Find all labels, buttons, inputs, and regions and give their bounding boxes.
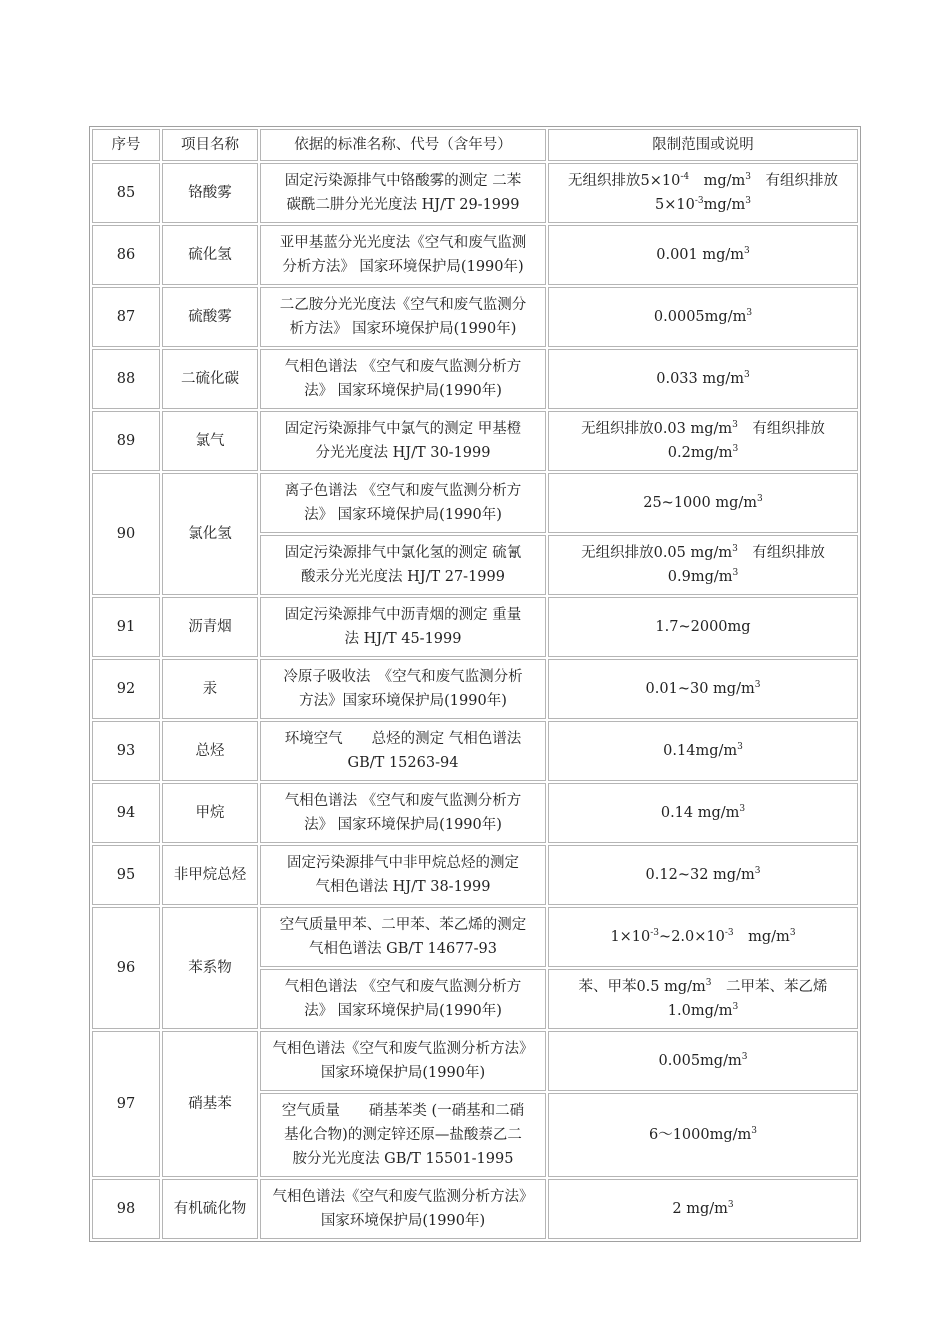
cell-limit: $0.0005mg/m^3$: [548, 287, 858, 347]
cell-limit: 苯、甲苯0.5 $mg/m^3$ 二甲苯、苯乙烯 $1.0mg/m^3$: [548, 969, 858, 1029]
table-row: [92, 349, 858, 409]
cell-standard: 环境空气 总烃的测定 气相色谱法 GB/T 15263-94: [260, 721, 546, 781]
cell-limit: 无组织排放0.05 $mg/m^3$ 有组织排放 $0.9mg/m^3$: [548, 535, 858, 595]
table-row: [92, 659, 858, 719]
cell-standard: 固定污染源排气中非甲烷总烃的测定 气相色谱法 HJ/T 38-1999: [260, 845, 546, 905]
cell-no: 97: [92, 1031, 160, 1177]
table-row: [92, 163, 858, 223]
table-row: [92, 225, 858, 285]
cell-standard: 气相色谱法 《空气和废气监测分析方 法》 国家环境保护局(1990年): [260, 349, 546, 409]
cell-limit: 无组织排放0.03 $mg/m^3$ 有组织排放 $0.2mg/m^3$: [548, 411, 858, 471]
cell-limit: 0.14 $mg/m^3$: [548, 783, 858, 843]
cell-limit: $6\sim 1000mg/m^3$: [548, 1093, 858, 1177]
cell-item-name: 苯系物: [162, 907, 258, 1029]
cell-limit: 无组织排放$5\times 10^{-4}$ $mg/m^3$ 有组织排放 $5\times 10^{-3}mg/m^3$: [548, 163, 858, 223]
table-row: [92, 783, 858, 843]
cell-no: 90: [92, 473, 160, 595]
cell-no: 86: [92, 225, 160, 285]
header-standard: 依据的标准名称、代号（含年号）: [260, 129, 546, 161]
cell-limit: 0.01~30 $mg/m^3$: [548, 659, 858, 719]
cell-standard: 二乙胺分光光度法《空气和废气监测分 析方法》 国家环境保护局(1990年): [260, 287, 546, 347]
cell-standard: 固定污染源排气中氯气的测定 甲基橙 分光光度法 HJ/T 30-1999: [260, 411, 546, 471]
cell-item-name: 硫化氢: [162, 225, 258, 285]
cell-item-name: 铬酸雾: [162, 163, 258, 223]
table-row: [92, 845, 858, 905]
cell-standard: 气相色谱法 《空气和废气监测分析方 法》 国家环境保护局(1990年): [260, 783, 546, 843]
cell-item-name: 非甲烷总烃: [162, 845, 258, 905]
cell-item-name: 有机硫化物: [162, 1179, 258, 1239]
standards-table: [89, 126, 861, 1242]
table-row: [92, 721, 858, 781]
cell-no: 94: [92, 783, 160, 843]
cell-standard: 空气质量甲苯、二甲苯、苯乙烯的测定 气相色谱法 GB/T 14677-93: [260, 907, 546, 967]
cell-standard: 气相色谱法《空气和废气监测分析方法》 国家环境保护局(1990年): [260, 1031, 546, 1091]
table-row: [92, 473, 858, 533]
cell-no: 98: [92, 1179, 160, 1239]
cell-standard: 冷原子吸收法 《空气和废气监测分析 方法》国家环境保护局(1990年): [260, 659, 546, 719]
cell-standard: 离子色谱法 《空气和废气监测分析方 法》 国家环境保护局(1990年): [260, 473, 546, 533]
cell-standard: 气相色谱法 《空气和废气监测分析方 法》 国家环境保护局(1990年): [260, 969, 546, 1029]
cell-standard: 亚甲基蓝分光光度法《空气和废气监测 分析方法》 国家环境保护局(1990年): [260, 225, 546, 285]
table-row: [92, 1179, 858, 1239]
cell-standard: 气相色谱法《空气和废气监测分析方法》 国家环境保护局(1990年): [260, 1179, 546, 1239]
header-limit: 限制范围或说明: [548, 129, 858, 161]
cell-no: 96: [92, 907, 160, 1029]
cell-item-name: 甲烷: [162, 783, 258, 843]
cell-no: 91: [92, 597, 160, 657]
cell-item-name: 总烃: [162, 721, 258, 781]
cell-limit: $0.14mg/m^3$: [548, 721, 858, 781]
table-row: [92, 411, 858, 471]
table-header-row: [92, 129, 858, 161]
cell-standard: 固定污染源排气中铬酸雾的测定 二苯 碳酰二肼分光光度法 HJ/T 29-1999: [260, 163, 546, 223]
cell-item-name: 汞: [162, 659, 258, 719]
cell-no: 89: [92, 411, 160, 471]
cell-limit: $1\times 10^{-3}\sim 2.0\times 10^{-3}$ $mg/m^3$: [548, 907, 858, 967]
cell-item-name: 二硫化碳: [162, 349, 258, 409]
cell-standard: 固定污染源排气中氯化氢的测定 硫氰 酸汞分光光度法 HJ/T 27-1999: [260, 535, 546, 595]
cell-no: 95: [92, 845, 160, 905]
cell-limit: 25~1000 $mg/m^3$: [548, 473, 858, 533]
cell-no: 92: [92, 659, 160, 719]
table-body: [92, 129, 858, 1239]
cell-item-name: 硝基苯: [162, 1031, 258, 1177]
cell-item-name: 氯化氢: [162, 473, 258, 595]
table-row: [92, 1031, 858, 1091]
cell-no: 85: [92, 163, 160, 223]
cell-no: 88: [92, 349, 160, 409]
cell-limit: 0.001 $mg/m^3$: [548, 225, 858, 285]
cell-no: 93: [92, 721, 160, 781]
cell-standard: 空气质量 硝基苯类 (一硝基和二硝 基化合物)的测定锌还原—盐酸萘乙二 胺分光光度法 GB/T 15501-1995: [260, 1093, 546, 1177]
table-row: [92, 597, 858, 657]
document-page: [89, 126, 861, 1242]
cell-limit: 0.12~32 $mg/m^3$: [548, 845, 858, 905]
cell-limit: 1.7~2000mg: [548, 597, 858, 657]
cell-item-name: 沥青烟: [162, 597, 258, 657]
header-no: 序号: [92, 129, 160, 161]
cell-limit: 2 $mg/m^3$: [548, 1179, 858, 1239]
cell-no: 87: [92, 287, 160, 347]
header-item-name: 项目名称: [162, 129, 258, 161]
table-row: [92, 287, 858, 347]
table-row: [92, 907, 858, 967]
cell-limit: $0.005mg/m^3$: [548, 1031, 858, 1091]
cell-standard: 固定污染源排气中沥青烟的测定 重量 法 HJ/T 45-1999: [260, 597, 546, 657]
cell-item-name: 硫酸雾: [162, 287, 258, 347]
cell-item-name: 氯气: [162, 411, 258, 471]
cell-limit: 0.033 $mg/m^3$: [548, 349, 858, 409]
